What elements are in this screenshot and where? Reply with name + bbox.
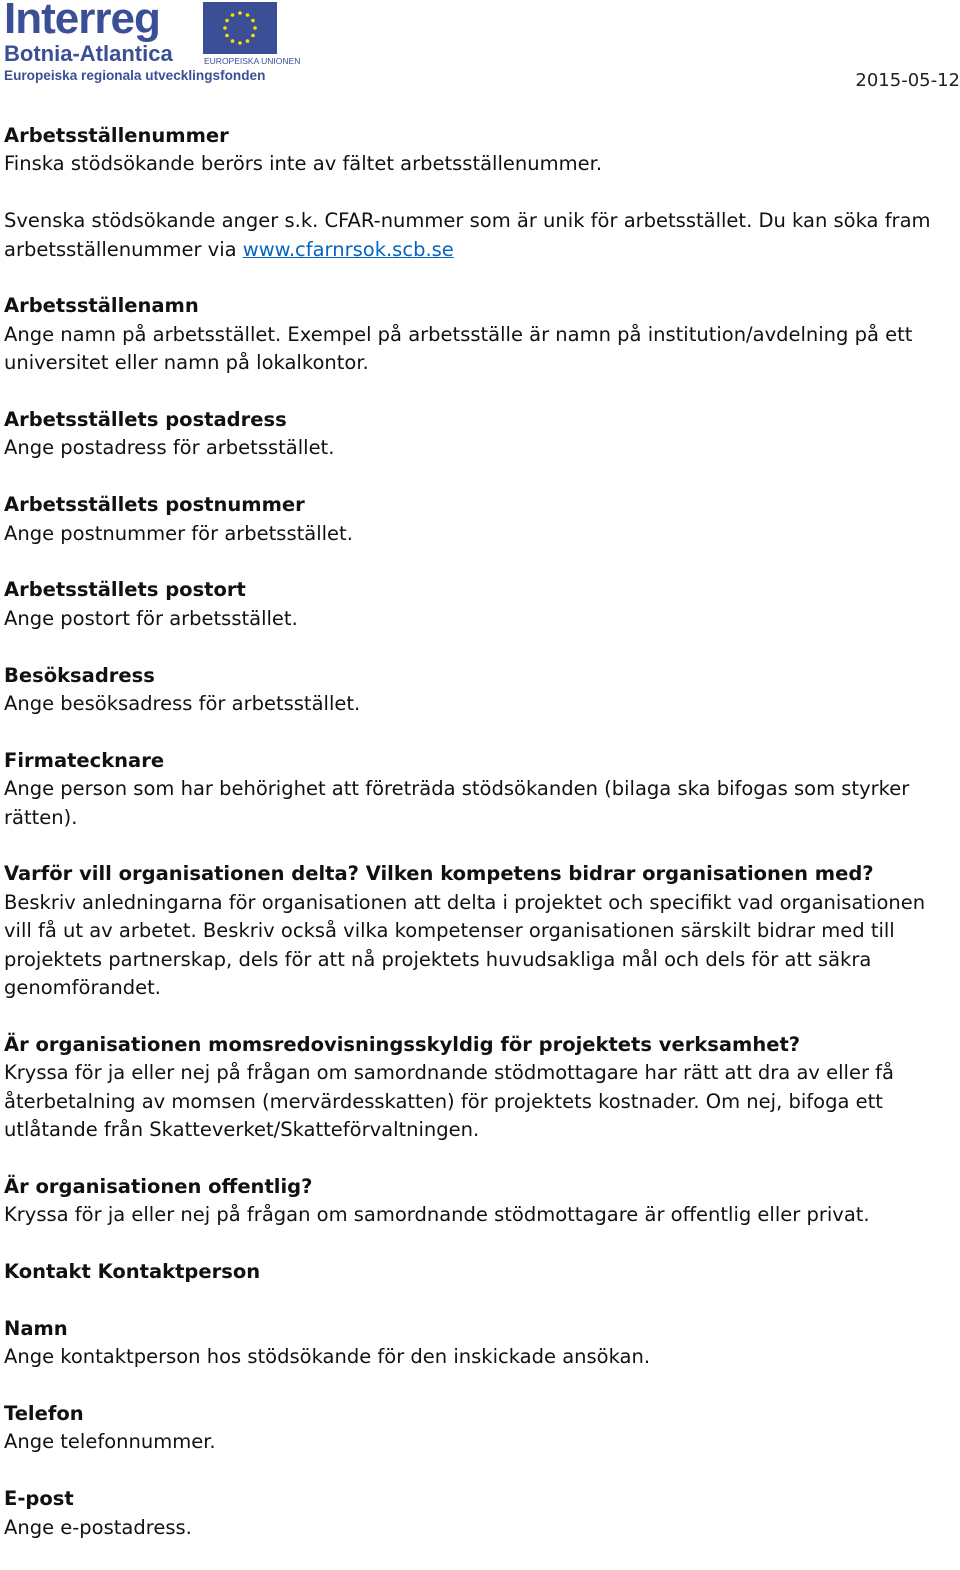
eu-star-icon — [246, 13, 250, 17]
section-firmatecknare — [4, 747, 954, 832]
section-text — [4, 207, 954, 264]
section-heading: Arbetsställets postort — [4, 578, 246, 602]
section-offentlig — [4, 1173, 954, 1230]
section-besoksadress — [4, 662, 954, 719]
section-text-run: Svenska stödsökande anger s.k. CFAR-nummer som är unik för arbetsstället. Du kan söka fram arbetsställenummer via — [4, 209, 931, 261]
section-text: Ange kontaktperson hos stödsökande för den inskickade ansökan. — [4, 1345, 651, 1369]
section-text: Ange person som har behörighet att företräda stödsökanden (bilaga ska bifogas som styrker rätten). — [4, 777, 910, 829]
section-heading: E-post — [4, 1487, 74, 1511]
eu-star-icon — [231, 39, 235, 43]
section-text: Ange besöksadress för arbetsstället. — [4, 692, 361, 716]
section-text: Ange namn på arbetsstället. Exempel på arbetsställe är namn på institution/avdelning på ett universitet eller namn på lokalkontor. — [4, 322, 913, 375]
section-arbetsstallenamn — [4, 292, 954, 377]
section-heading: Är organisationen offentlig? — [4, 1174, 313, 1198]
section-cfar-nummer — [4, 207, 954, 264]
section-postadress — [4, 406, 954, 463]
section-heading: Besöksadress — [4, 663, 155, 687]
section-heading: Arbetsställenamn — [4, 294, 199, 318]
eu-star-icon — [223, 26, 227, 30]
interreg-logo — [4, 0, 301, 88]
eu-star-icon — [253, 26, 257, 30]
section-namn — [4, 1315, 954, 1372]
eu-star-icon — [225, 34, 229, 38]
logo-wordmark: Interreg — [4, 0, 160, 43]
section-varfor-delta — [4, 860, 954, 1002]
section-text: Kryssa för ja eller nej på frågan om samordnande stödmottagare har rätt att dra av eller få återbetalning av momsen (mervärdesskatten) för projektets kostnader. Om nej, bifoga ett utlåtande från Skatteverket/Skatteförvaltningen. — [4, 1061, 895, 1142]
section-heading: Arbetsställenummer — [4, 124, 229, 147]
eu-star-icon — [246, 39, 250, 43]
section-text: Ange telefonnummer. — [4, 1430, 216, 1454]
logo-fund-name: Europeiska regionala utvecklingsfonden — [4, 68, 266, 83]
eu-flag-icon — [203, 2, 277, 54]
section-text: Ange postort för arbetsstället. — [4, 606, 298, 630]
document-date: 2015-05-12 — [855, 70, 960, 91]
section-text: Beskriv anledningarna för organisationen att delta i projektet och specifikt vad organisationen vill få ut av arbetet. Beskriv också vilka kompetenser organisationen särskilt bidrar med till projektets partnerskap, dels för att nå projektets huvudsakliga mål och dels för att säkra genomförandet. — [4, 890, 926, 1000]
section-postort — [4, 576, 954, 633]
section-text: Kryssa för ja eller nej på frågan om samordnande stödmottagare är offentlig eller privat. — [4, 1203, 870, 1227]
section-heading: Arbetsställets postnummer — [4, 493, 305, 517]
section-heading-part: Vilken kompetens bidrar organisationen med? — [365, 862, 874, 886]
eu-star-icon — [225, 19, 229, 23]
document-body — [4, 122, 954, 1570]
section-heading: Telefon — [4, 1402, 84, 1426]
section-momsredovisning — [4, 1031, 954, 1145]
section-kontaktperson — [4, 1258, 954, 1286]
cfar-search-link[interactable]: www.cfarnrsok.scb.se — [242, 237, 454, 261]
section-text: Ange postadress för arbetsstället. — [4, 436, 335, 460]
section-heading: Är organisationen momsredovisningsskyldig för projektets verksamhet? — [4, 1032, 801, 1056]
logo-program-name: Botnia-Atlantica — [4, 41, 173, 66]
eu-star-icon — [251, 34, 255, 38]
section-text: Ange e-postadress. — [4, 1515, 192, 1539]
section-telefon — [4, 1400, 954, 1457]
section-heading — [4, 860, 954, 888]
section-heading: Firmatecknare — [4, 748, 165, 772]
section-text: Ange postnummer för arbetsstället. — [4, 521, 353, 545]
section-heading: Namn — [4, 1316, 68, 1340]
eu-label: EUROPEISKA UNIONEN — [204, 56, 301, 66]
section-text: Finska stödsökande berörs inte av fältet arbetsställenummer. — [4, 152, 603, 176]
eu-star-icon — [231, 13, 235, 17]
section-epost — [4, 1485, 954, 1542]
eu-star-icon — [238, 11, 242, 15]
section-arbetsstallenummer — [4, 122, 954, 179]
section-heading: Kontakt Kontaktperson — [4, 1260, 261, 1284]
section-heading: Arbetsställets postadress — [4, 408, 287, 432]
eu-star-icon — [238, 41, 242, 45]
section-heading-part: Varför vill organisationen delta? — [4, 862, 359, 886]
section-postnummer — [4, 491, 954, 548]
eu-star-icon — [251, 19, 255, 23]
